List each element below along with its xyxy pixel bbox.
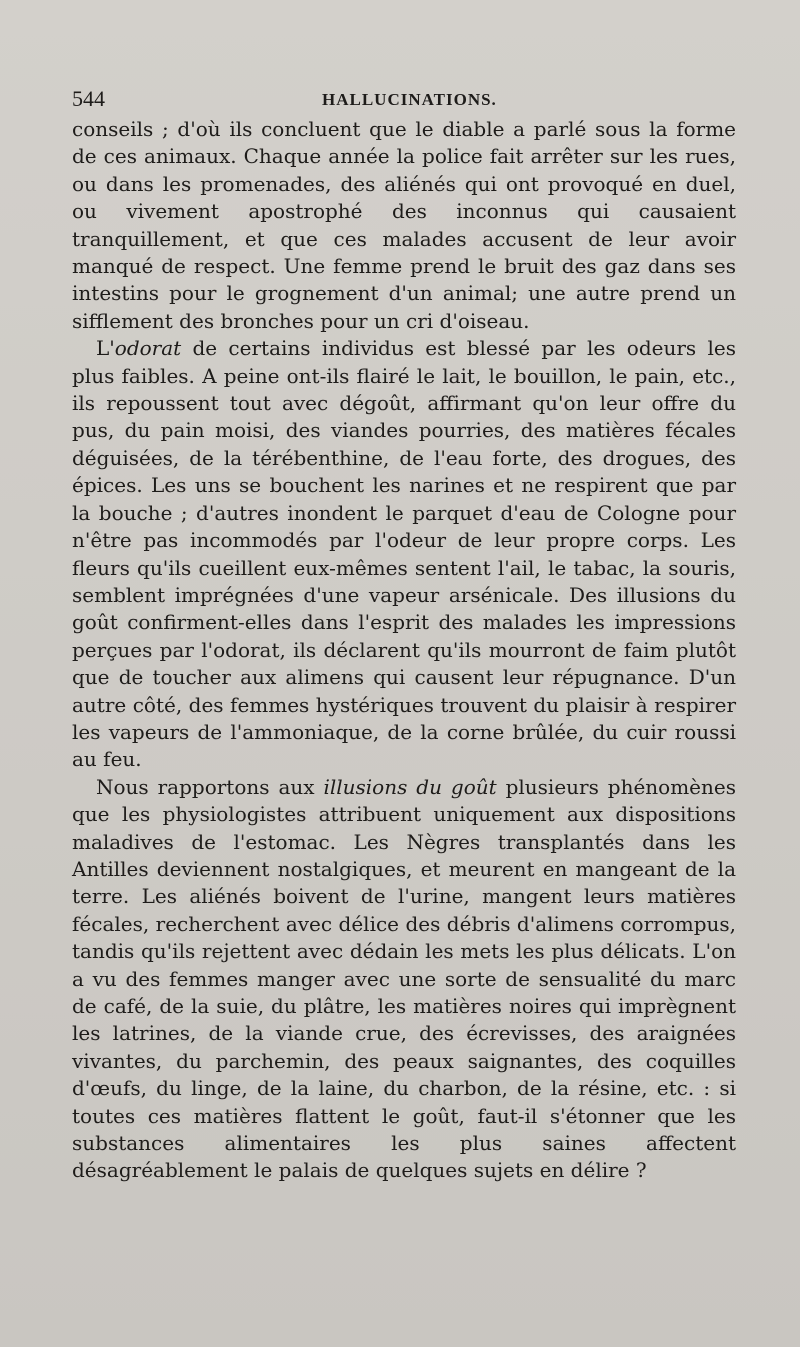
page-number: 544 [72, 86, 105, 111]
paragraph-1-text: conseils ; d'où ils concluent que le diable a parlé sous la forme de ces animaux. Chaque année la police fait arrêter sur les rues, ou dans les promenades, des aliénés qui ont provoqué en duel, ou vivement apostrophé des inconnus qui causaient tranquillement, et que ces malades accusent de leur avoir manqué de respect. Une femme prend le bruit des gaz dans ses intestins pour le grognement d'un animal; une autre prend un sifflement des bronches pour un cri d'oiseau. [72, 117, 736, 333]
paragraph-1 [72, 116, 736, 335]
running-title: HALLUCINATIONS. [322, 90, 497, 109]
paragraph-3 [72, 774, 736, 1185]
paragraph-2 [72, 335, 736, 774]
paragraph-3-text: plusieurs phénomènes que les physiologistes attribuent uniquement aux dispositions maladives de l'estomac. Les Nègres transplantés dans les Antilles deviennent nostalgiques, et meurent en mangeant de la terre. Les aliénés boivent de l'urine, mangent leurs matières fécales, recherchent avec délice des débris d'alimens corrompus, tandis qu'ils rejettent avec dédain les mets les plus délicats. L'on a vu des femmes manger avec une sorte de sensualité du marc de café, de la suie, du plâtre, les matières noires qui imprègnent les latrines, de la viande crue, des écrevisses, des araignées vivantes, du parchemin, des peaux saignantes, des coquilles d'œufs, du linge, de la laine, du charbon, de la résine, etc. : si toutes ces matières flattent le goût, faut-il s'étonner que les substances alimentaires les plus saines affectent désagréablement le palais de quelques sujets en délire ? [72, 774, 736, 1183]
paragraph-2-emphasis: odorat [114, 336, 182, 361]
paragraph-3-prefix: Nous rapportons aux [96, 774, 324, 799]
page-header [72, 86, 736, 116]
paragraph-3-emphasis: illusions du goût [323, 774, 497, 799]
body-text [72, 116, 736, 1185]
paragraph-2-prefix: L' [96, 336, 115, 361]
paragraph-2-text: de certains individus est blessé par les odeurs les plus faibles. A peine ont-ils flairé le lait, le bouillon, le pain, etc., ils repoussent tout avec dégoût, affirmant qu'on leur offre du pus, du pain moisi, des viandes pourries, des matières fécales déguisées, de la térébenthine, de l'eau forte, des drogues, des épices. Les uns se bouchent les narines et ne respirent que par la bouche ; d'autres inondent le parquet d'eau de Cologne pour n'être pas incommodés par l'odeur de leur propre corps. Les fleurs qu'ils cueillent eux-mêmes sentent l'ail, le tabac, la souris, semblent imprégnées d'une vapeur arsénicale. Des illusions du goût confirment-elles dans l'esprit des malades les impressions perçues par l'odorat, ils déclarent qu'ils mourront de faim plutôt que de toucher aux alimens qui causent leur répugnance. D'un autre côté, des femmes hystériques trouvent du plaisir à respirer les vapeurs de l'ammoniaque, de la corne brûlée, du cuir roussi au feu. [72, 336, 736, 772]
